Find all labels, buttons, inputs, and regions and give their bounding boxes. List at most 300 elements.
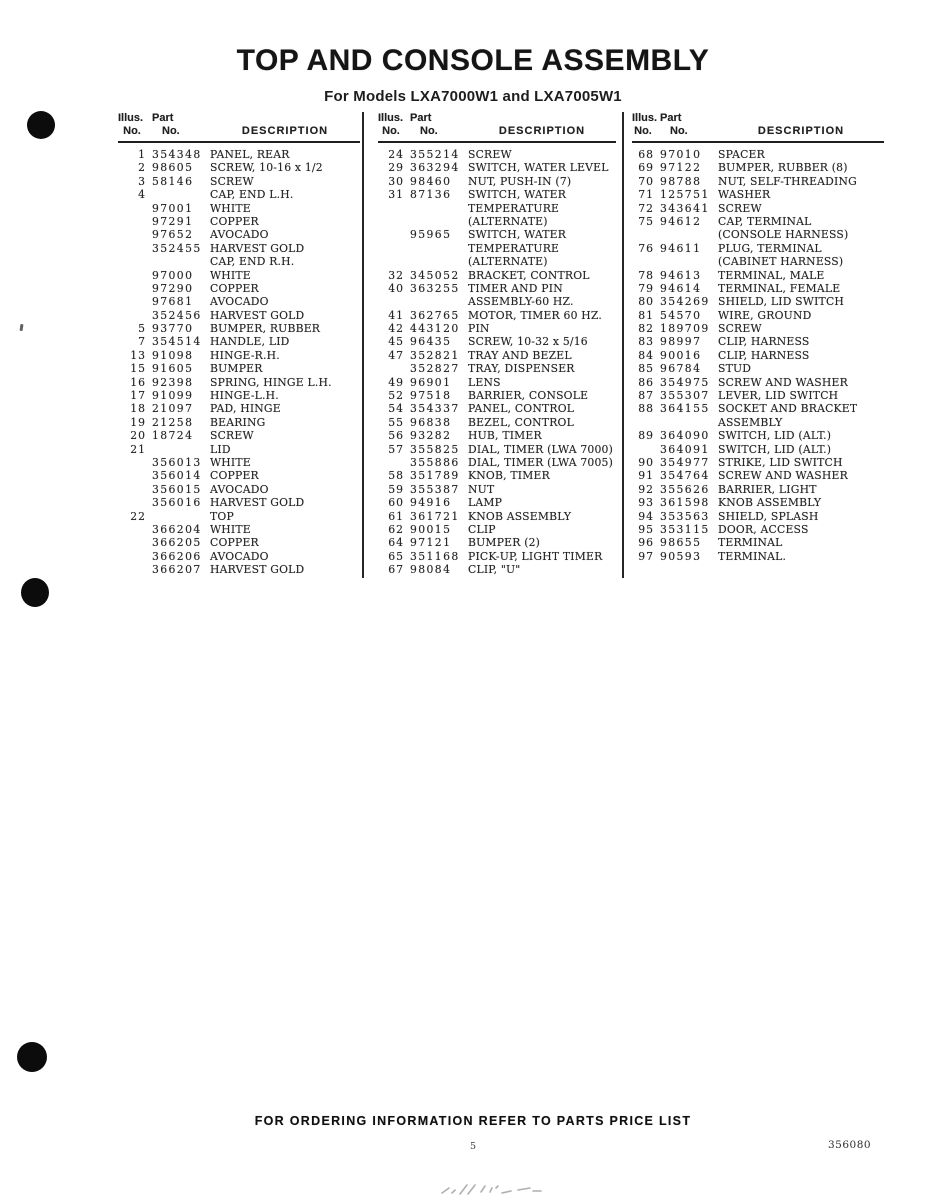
cell-illus: 92 xyxy=(638,482,654,496)
cell-part: 96784 xyxy=(660,362,702,376)
table-row xyxy=(118,282,360,295)
table-row xyxy=(632,402,884,415)
cell-illus xyxy=(118,228,146,241)
table-row xyxy=(118,215,360,228)
cell-illus: 88 xyxy=(638,402,654,416)
table-row xyxy=(632,429,884,442)
cell-desc: PLUG, TERMINAL xyxy=(718,241,822,255)
table-row xyxy=(632,242,884,255)
table-row xyxy=(378,376,616,389)
cell-illus: 94 xyxy=(638,509,654,523)
cell-illus: 87 xyxy=(638,389,654,403)
cell-part: 355886 xyxy=(410,455,460,469)
cell-desc: COPPER xyxy=(210,536,259,550)
table-row xyxy=(118,255,360,268)
table-row xyxy=(378,335,616,348)
cell-part: 364091 xyxy=(660,442,710,456)
table-row xyxy=(632,443,884,456)
cell-illus: 21 xyxy=(130,442,146,456)
cell-part: 355825 xyxy=(410,442,460,456)
cell-part: 352827 xyxy=(410,362,460,376)
scan-smudge-mark xyxy=(438,1180,548,1198)
cell-illus: 55 xyxy=(388,415,404,429)
cell-part: 21097 xyxy=(152,402,194,416)
cell-illus: 29 xyxy=(388,161,404,175)
table-row xyxy=(378,188,616,201)
cell-desc: KNOB, TIMER xyxy=(468,469,550,483)
cell-desc: SOCKET AND BRACKET xyxy=(718,402,858,416)
cell-part: 356015 xyxy=(152,482,202,496)
table-row xyxy=(632,202,884,215)
table-row xyxy=(378,469,616,482)
table-row xyxy=(118,510,360,523)
cell-illus: 71 xyxy=(638,188,654,202)
cell-illus: 93 xyxy=(638,496,654,510)
table-row xyxy=(632,536,884,549)
table-row xyxy=(632,255,884,268)
table-row xyxy=(118,456,360,469)
cell-desc: AVOCADO xyxy=(210,295,269,309)
cell-illus xyxy=(118,309,146,322)
cell-part xyxy=(152,443,204,456)
cell-desc: WHITE xyxy=(210,201,251,215)
cell-illus: 81 xyxy=(638,308,654,322)
cell-part: 355307 xyxy=(660,389,710,403)
table-row xyxy=(632,188,884,201)
cell-desc: DIAL, TIMER (LWA 7005) xyxy=(468,455,614,469)
table-row xyxy=(378,510,616,523)
cell-illus: 41 xyxy=(388,308,404,322)
header-description-label: DESCRIPTION xyxy=(241,125,329,137)
cell-desc: TERMINAL, MALE xyxy=(718,268,825,282)
cell-illus xyxy=(118,456,146,469)
cell-desc: AVOCADO xyxy=(210,482,269,496)
cell-part: 356016 xyxy=(152,496,202,510)
header-no-label: No. xyxy=(634,125,652,137)
table-row xyxy=(378,309,616,322)
cell-desc: DIAL, TIMER (LWA 7000) xyxy=(468,442,614,456)
cell-desc: ASSEMBLY-60 HZ. xyxy=(468,295,574,309)
cell-desc: WHITE xyxy=(210,268,251,282)
header-illus-label: Illus. xyxy=(118,112,144,124)
table-row xyxy=(632,335,884,348)
table-row xyxy=(378,496,616,509)
table-row xyxy=(632,269,884,282)
cell-illus xyxy=(378,255,404,268)
cell-desc: BUMPER (2) xyxy=(468,536,541,550)
cell-desc: SCREW xyxy=(718,201,762,215)
cell-part: 355387 xyxy=(410,482,460,496)
cell-part: 189709 xyxy=(660,322,710,336)
cell-illus: 32 xyxy=(388,268,404,282)
header-no-label: No. xyxy=(123,125,141,137)
cell-illus: 67 xyxy=(388,563,404,577)
parts-table-column-1 xyxy=(118,112,360,577)
cell-illus: 58 xyxy=(388,469,404,483)
cell-illus xyxy=(118,483,146,496)
cell-desc: LID xyxy=(210,442,231,456)
table-row xyxy=(118,402,360,415)
table-row xyxy=(118,148,360,161)
cell-illus: 95 xyxy=(638,522,654,536)
cell-desc: DOOR, ACCESS xyxy=(718,522,809,536)
cell-part: 366206 xyxy=(152,549,202,563)
cell-illus: 5 xyxy=(138,322,146,336)
table-row xyxy=(632,148,884,161)
cell-illus: 1 xyxy=(138,148,146,161)
cell-part: 361598 xyxy=(660,496,710,510)
footer-note: FOR ORDERING INFORMATION REFER TO PARTS PRICE LIST xyxy=(254,1114,692,1128)
punch-hole-icon xyxy=(21,578,49,607)
cell-desc: CLIP, "U" xyxy=(468,563,521,577)
cell-part: 90016 xyxy=(660,348,702,362)
cell-desc: SCREW xyxy=(210,429,254,443)
table-header xyxy=(378,112,616,143)
cell-illus: 15 xyxy=(130,362,146,376)
cell-desc: BARRIER, CONSOLE xyxy=(468,389,589,403)
header-part-label: Part xyxy=(152,112,174,124)
table-header xyxy=(632,112,884,143)
cell-part: 91099 xyxy=(152,389,194,403)
cell-desc: WHITE xyxy=(210,522,251,536)
table-row xyxy=(118,202,360,215)
cell-part: 94613 xyxy=(660,268,702,282)
cell-part: 93770 xyxy=(152,322,194,336)
cell-desc: HINGE-R.H. xyxy=(210,348,280,362)
cell-part: 352821 xyxy=(410,348,460,362)
column-divider xyxy=(622,112,624,578)
cell-desc: SWITCH, WATER xyxy=(468,188,567,202)
cell-part: 91605 xyxy=(152,362,194,376)
cell-illus: 90 xyxy=(638,455,654,469)
cell-part: 91098 xyxy=(152,348,194,362)
cell-desc: HARVEST GOLD xyxy=(210,308,305,322)
cell-part: 96901 xyxy=(410,375,452,389)
cell-illus: 3 xyxy=(138,174,146,188)
cell-desc: BEARING xyxy=(210,415,266,429)
table-row xyxy=(378,322,616,335)
table-row xyxy=(118,269,360,282)
cell-part: 21258 xyxy=(152,415,194,429)
cell-part: 98460 xyxy=(410,174,452,188)
table-row xyxy=(632,550,884,563)
table-row xyxy=(378,269,616,282)
cell-part: 90593 xyxy=(660,549,702,563)
table-row xyxy=(632,161,884,174)
cell-part: 94612 xyxy=(660,214,702,228)
table-row xyxy=(632,469,884,482)
cell-desc: PANEL, REAR xyxy=(210,148,290,161)
table-row xyxy=(378,402,616,415)
cell-desc: ASSEMBLY xyxy=(718,415,783,429)
cell-illus: 56 xyxy=(388,429,404,443)
cell-desc: BUMPER xyxy=(210,362,263,376)
header-part-label: Part xyxy=(660,112,682,124)
cell-desc: CLIP xyxy=(468,522,496,536)
cell-part: 363294 xyxy=(410,161,460,175)
cell-desc: (CABINET HARNESS) xyxy=(718,255,844,269)
cell-desc: SCREW xyxy=(468,148,512,161)
cell-desc: NUT, PUSH-IN (7) xyxy=(468,174,572,188)
table-row xyxy=(118,188,360,201)
table-row xyxy=(632,175,884,188)
cell-illus xyxy=(378,242,404,255)
cell-illus: 17 xyxy=(130,389,146,403)
cell-illus: 84 xyxy=(638,348,654,362)
page-title: TOP AND CONSOLE ASSEMBLY xyxy=(236,44,710,77)
cell-part: 354269 xyxy=(660,295,710,309)
cell-desc: SCREW, 10-16 x 1/2 xyxy=(210,161,323,175)
table-row xyxy=(378,215,616,228)
cell-desc: TERMINAL. xyxy=(718,549,787,563)
cell-illus: 69 xyxy=(638,161,654,175)
cell-desc: SHIELD, LID SWITCH xyxy=(718,295,845,309)
cell-illus xyxy=(378,456,404,469)
table-row xyxy=(378,536,616,549)
cell-illus xyxy=(118,215,146,228)
cell-illus xyxy=(118,282,146,295)
cell-illus xyxy=(118,523,146,536)
cell-illus: 54 xyxy=(388,402,404,416)
table-row xyxy=(378,148,616,161)
cell-desc: PICK-UP, LIGHT TIMER xyxy=(468,549,603,563)
cell-part: 98605 xyxy=(152,161,194,175)
cell-desc: WIRE, GROUND xyxy=(718,308,812,322)
table-row xyxy=(378,563,616,576)
cell-desc: SCREW AND WASHER xyxy=(718,469,848,483)
cell-desc: TEMPERATURE xyxy=(468,241,560,255)
cell-part: 97121 xyxy=(410,536,452,550)
cell-part xyxy=(410,202,462,215)
cell-part: 54570 xyxy=(660,308,702,322)
cell-desc: LENS xyxy=(468,375,501,389)
cell-illus xyxy=(118,202,146,215)
table-row xyxy=(118,335,360,348)
cell-illus: 59 xyxy=(388,482,404,496)
cell-illus xyxy=(118,469,146,482)
cell-part: 355626 xyxy=(660,482,710,496)
cell-illus xyxy=(118,496,146,509)
cell-illus: 97 xyxy=(638,549,654,563)
cell-desc: COPPER xyxy=(210,214,259,228)
cell-illus xyxy=(118,255,146,268)
cell-part: 98084 xyxy=(410,563,452,577)
header-no-label: No. xyxy=(162,125,180,137)
cell-illus: 86 xyxy=(638,375,654,389)
cell-illus xyxy=(632,228,654,241)
cell-part: 356013 xyxy=(152,455,202,469)
cell-desc: BUMPER, RUBBER xyxy=(210,322,321,336)
cell-part: 352456 xyxy=(152,308,202,322)
cell-illus xyxy=(632,416,654,429)
cell-illus: 30 xyxy=(388,174,404,188)
cell-illus: 42 xyxy=(388,322,404,336)
table-row xyxy=(378,282,616,295)
table-row xyxy=(632,295,884,308)
table-row xyxy=(118,483,360,496)
cell-part: 98997 xyxy=(660,335,702,349)
cell-desc: BARRIER, LIGHT xyxy=(718,482,817,496)
cell-part: 96838 xyxy=(410,415,452,429)
cell-illus: 91 xyxy=(638,469,654,483)
header-no-label: No. xyxy=(670,125,688,137)
cell-illus: 13 xyxy=(130,348,146,362)
cell-desc: LEVER, LID SWITCH xyxy=(718,389,839,403)
table-row xyxy=(632,416,884,429)
cell-desc: SWITCH, WATER LEVEL xyxy=(468,161,609,175)
table-rows xyxy=(378,143,616,577)
cell-desc: STRIKE, LID SWITCH xyxy=(718,455,843,469)
cell-desc: (ALTERNATE) xyxy=(468,214,548,228)
table-row xyxy=(378,175,616,188)
cell-part: 355214 xyxy=(410,148,460,161)
table-row xyxy=(632,483,884,496)
cell-part: 351789 xyxy=(410,469,460,483)
cell-illus: 22 xyxy=(130,509,146,523)
cell-illus xyxy=(378,295,404,308)
cell-desc: PAD, HINGE xyxy=(210,402,281,416)
table-row xyxy=(118,563,360,576)
cell-desc: SPACER xyxy=(718,148,765,161)
cell-desc: TEMPERATURE xyxy=(468,201,560,215)
table-row xyxy=(632,322,884,335)
table-row xyxy=(632,362,884,375)
table-row xyxy=(378,202,616,215)
cell-desc: KNOB ASSEMBLY xyxy=(468,509,572,523)
cell-desc: SCREW xyxy=(718,322,762,336)
cell-illus: 68 xyxy=(638,148,654,161)
cell-desc: SHIELD, SPLASH xyxy=(718,509,819,523)
cell-part: 90015 xyxy=(410,522,452,536)
table-row xyxy=(378,228,616,241)
cell-part: 364155 xyxy=(660,402,710,416)
header-description-label: DESCRIPTION xyxy=(498,125,586,137)
cell-part: 18724 xyxy=(152,429,194,443)
table-row xyxy=(118,429,360,442)
cell-illus xyxy=(118,269,146,282)
cell-illus: 62 xyxy=(388,522,404,536)
cell-desc: SWITCH, LID (ALT.) xyxy=(718,429,832,443)
table-row xyxy=(632,523,884,536)
cell-part: 354764 xyxy=(660,469,710,483)
table-row xyxy=(118,416,360,429)
cell-desc: (CONSOLE HARNESS) xyxy=(718,228,849,242)
table-row xyxy=(632,215,884,228)
table-row xyxy=(118,389,360,402)
cell-part: 97001 xyxy=(152,201,194,215)
table-row xyxy=(378,295,616,308)
cell-desc: HUB, TIMER xyxy=(468,429,542,443)
table-row xyxy=(118,523,360,536)
cell-part: 354514 xyxy=(152,335,202,349)
cell-part: 87136 xyxy=(410,188,452,202)
cell-illus: 52 xyxy=(388,389,404,403)
cell-illus: 2 xyxy=(138,161,146,175)
cell-illus xyxy=(378,228,404,241)
cell-desc: HANDLE, LID xyxy=(210,335,290,349)
cell-desc: HINGE-L.H. xyxy=(210,389,279,403)
table-row xyxy=(118,228,360,241)
cell-part: 97681 xyxy=(152,295,194,309)
cell-desc: BRACKET, CONTROL xyxy=(468,268,590,282)
table-row xyxy=(378,443,616,456)
table-row xyxy=(378,242,616,255)
table-row xyxy=(118,322,360,335)
cell-desc: CLIP, HARNESS xyxy=(718,348,810,362)
cell-illus: 18 xyxy=(130,402,146,416)
cell-illus xyxy=(118,550,146,563)
header-no-label: No. xyxy=(420,125,438,137)
header-illus-label: Illus. xyxy=(632,112,658,124)
cell-part: 94614 xyxy=(660,281,702,295)
cell-part: 97122 xyxy=(660,161,702,175)
cell-desc: LAMP xyxy=(468,496,503,510)
cell-desc: SWITCH, LID (ALT.) xyxy=(718,442,832,456)
cell-desc: COPPER xyxy=(210,469,259,483)
cell-illus: 75 xyxy=(638,214,654,228)
cell-part: 364090 xyxy=(660,429,710,443)
cell-part: 366205 xyxy=(152,536,202,550)
cell-illus: 47 xyxy=(388,348,404,362)
cell-part xyxy=(410,295,462,308)
cell-illus: 61 xyxy=(388,509,404,523)
punch-hole-icon xyxy=(17,1042,47,1072)
table-row xyxy=(118,242,360,255)
cell-part: 94916 xyxy=(410,496,452,510)
cell-part: 354337 xyxy=(410,402,460,416)
cell-part: 95965 xyxy=(410,228,452,242)
cell-desc: WHITE xyxy=(210,455,251,469)
cell-part: 97010 xyxy=(660,148,702,161)
cell-illus xyxy=(118,536,146,549)
table-row xyxy=(378,456,616,469)
table-row xyxy=(632,282,884,295)
cell-part: 93282 xyxy=(410,429,452,443)
cell-illus: 85 xyxy=(638,362,654,376)
cell-illus: 76 xyxy=(638,241,654,255)
cell-desc: HARVEST GOLD xyxy=(210,241,305,255)
cell-illus: 16 xyxy=(130,375,146,389)
header-description-label: DESCRIPTION xyxy=(757,125,845,137)
cell-part: 351168 xyxy=(410,549,460,563)
cell-part xyxy=(660,228,712,241)
cell-part: 97290 xyxy=(152,281,194,295)
cell-illus: 4 xyxy=(138,188,146,202)
cell-desc: BUMPER, RUBBER (8) xyxy=(718,161,848,175)
table-row xyxy=(118,469,360,482)
cell-desc: CAP, END L.H. xyxy=(210,188,294,202)
cell-desc: COPPER xyxy=(210,281,259,295)
cell-illus xyxy=(118,242,146,255)
table-row xyxy=(378,389,616,402)
cell-part: 354348 xyxy=(152,148,202,161)
cell-illus: 64 xyxy=(388,536,404,550)
cell-illus: 96 xyxy=(638,536,654,550)
cell-part: 92398 xyxy=(152,375,194,389)
cell-part: 125751 xyxy=(660,188,710,202)
cell-illus: 45 xyxy=(388,335,404,349)
cell-desc: TRAY AND BEZEL xyxy=(468,348,572,362)
cell-part: 352455 xyxy=(152,241,202,255)
cell-desc: AVOCADO xyxy=(210,549,269,563)
cell-part: 361721 xyxy=(410,509,460,523)
cell-desc: NUT, SELF-THREADING xyxy=(718,174,857,188)
table-row xyxy=(378,349,616,362)
table-row xyxy=(118,496,360,509)
cell-part: 354975 xyxy=(660,375,710,389)
table-row xyxy=(632,389,884,402)
cell-illus: 31 xyxy=(388,188,404,202)
